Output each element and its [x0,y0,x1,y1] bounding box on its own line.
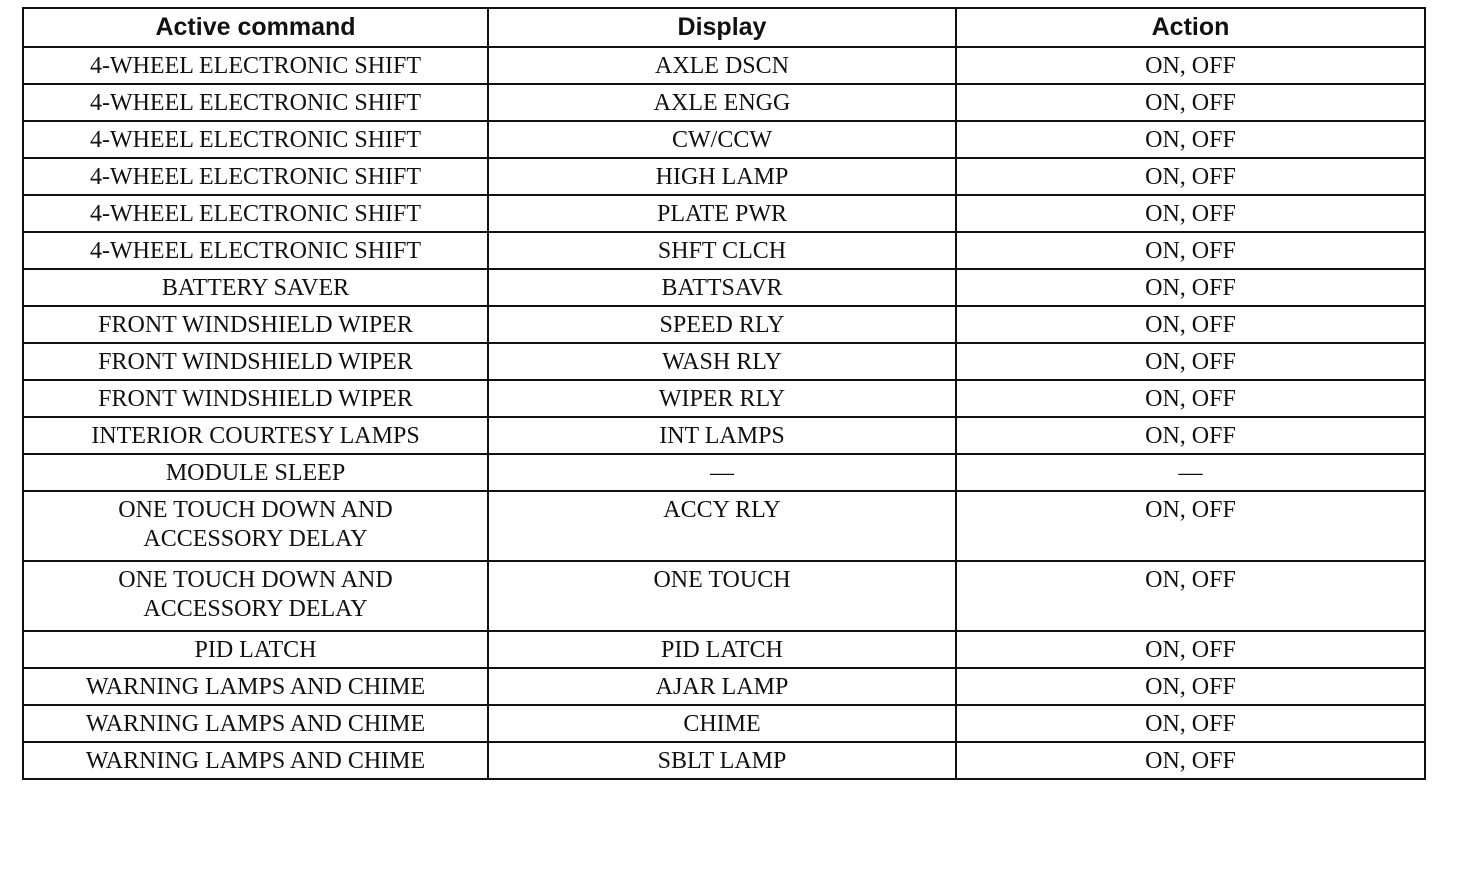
display-cell: PLATE PWR [488,195,956,232]
active-command-table [22,7,1426,780]
action-cell: ON, OFF [956,742,1425,779]
action-cell: ON, OFF [956,47,1425,84]
table-row [23,269,1425,306]
command-cell: 4-WHEEL ELECTRONIC SHIFT [23,84,488,121]
command-cell: FRONT WINDSHIELD WIPER [23,380,488,417]
action-cell: ON, OFF [956,668,1425,705]
display-cell: SBLT LAMP [488,742,956,779]
display-cell: ACCY RLY [488,491,956,561]
table-header-row [23,8,1425,47]
display-cell: WASH RLY [488,343,956,380]
action-cell: ON, OFF [956,158,1425,195]
command-cell: BATTERY SAVER [23,269,488,306]
table-row [23,380,1425,417]
table-row [23,742,1425,779]
command-cell: 4-WHEEL ELECTRONIC SHIFT [23,232,488,269]
command-cell: MODULE SLEEP [23,454,488,491]
table-row [23,121,1425,158]
header-action: Action [956,8,1425,47]
action-cell: ON, OFF [956,631,1425,668]
table-row [23,158,1425,195]
command-cell: ONE TOUCH DOWN AND ACCESSORY DELAY [23,561,488,631]
header-display: Display [488,8,956,47]
table-row [23,454,1425,491]
action-cell: ON, OFF [956,121,1425,158]
table-row [23,195,1425,232]
table-row [23,343,1425,380]
action-cell: ON, OFF [956,561,1425,631]
display-cell: SPEED RLY [488,306,956,343]
command-cell: PID LATCH [23,631,488,668]
command-cell: WARNING LAMPS AND CHIME [23,668,488,705]
action-cell: ON, OFF [956,269,1425,306]
command-cell: 4-WHEEL ELECTRONIC SHIFT [23,158,488,195]
display-cell: CW/CCW [488,121,956,158]
table-row [23,668,1425,705]
action-cell: ON, OFF [956,491,1425,561]
action-cell: — [956,454,1425,491]
command-cell: ONE TOUCH DOWN AND ACCESSORY DELAY [23,491,488,561]
action-cell: ON, OFF [956,84,1425,121]
command-cell: 4-WHEEL ELECTRONIC SHIFT [23,195,488,232]
action-cell: ON, OFF [956,705,1425,742]
table-row [23,417,1425,454]
display-cell: SHFT CLCH [488,232,956,269]
action-cell: ON, OFF [956,232,1425,269]
table-row [23,491,1425,561]
display-cell: AXLE DSCN [488,47,956,84]
display-cell: — [488,454,956,491]
command-cell: 4-WHEEL ELECTRONIC SHIFT [23,121,488,158]
table-row [23,631,1425,668]
table-row [23,306,1425,343]
command-cell: WARNING LAMPS AND CHIME [23,742,488,779]
display-cell: ONE TOUCH [488,561,956,631]
display-cell: WIPER RLY [488,380,956,417]
display-cell: HIGH LAMP [488,158,956,195]
header-active-command: Active command [23,8,488,47]
action-cell: ON, OFF [956,380,1425,417]
display-cell: AXLE ENGG [488,84,956,121]
action-cell: ON, OFF [956,343,1425,380]
table-row [23,84,1425,121]
command-cell: INTERIOR COURTESY LAMPS [23,417,488,454]
display-cell: CHIME [488,705,956,742]
table-row [23,47,1425,84]
action-cell: ON, OFF [956,306,1425,343]
display-cell: PID LATCH [488,631,956,668]
display-cell: INT LAMPS [488,417,956,454]
table-row [23,561,1425,631]
display-cell: BATTSAVR [488,269,956,306]
action-cell: ON, OFF [956,417,1425,454]
command-cell: 4-WHEEL ELECTRONIC SHIFT [23,47,488,84]
command-cell: WARNING LAMPS AND CHIME [23,705,488,742]
action-cell: ON, OFF [956,195,1425,232]
display-cell: AJAR LAMP [488,668,956,705]
command-cell: FRONT WINDSHIELD WIPER [23,343,488,380]
table-row [23,705,1425,742]
table-row [23,232,1425,269]
command-cell: FRONT WINDSHIELD WIPER [23,306,488,343]
